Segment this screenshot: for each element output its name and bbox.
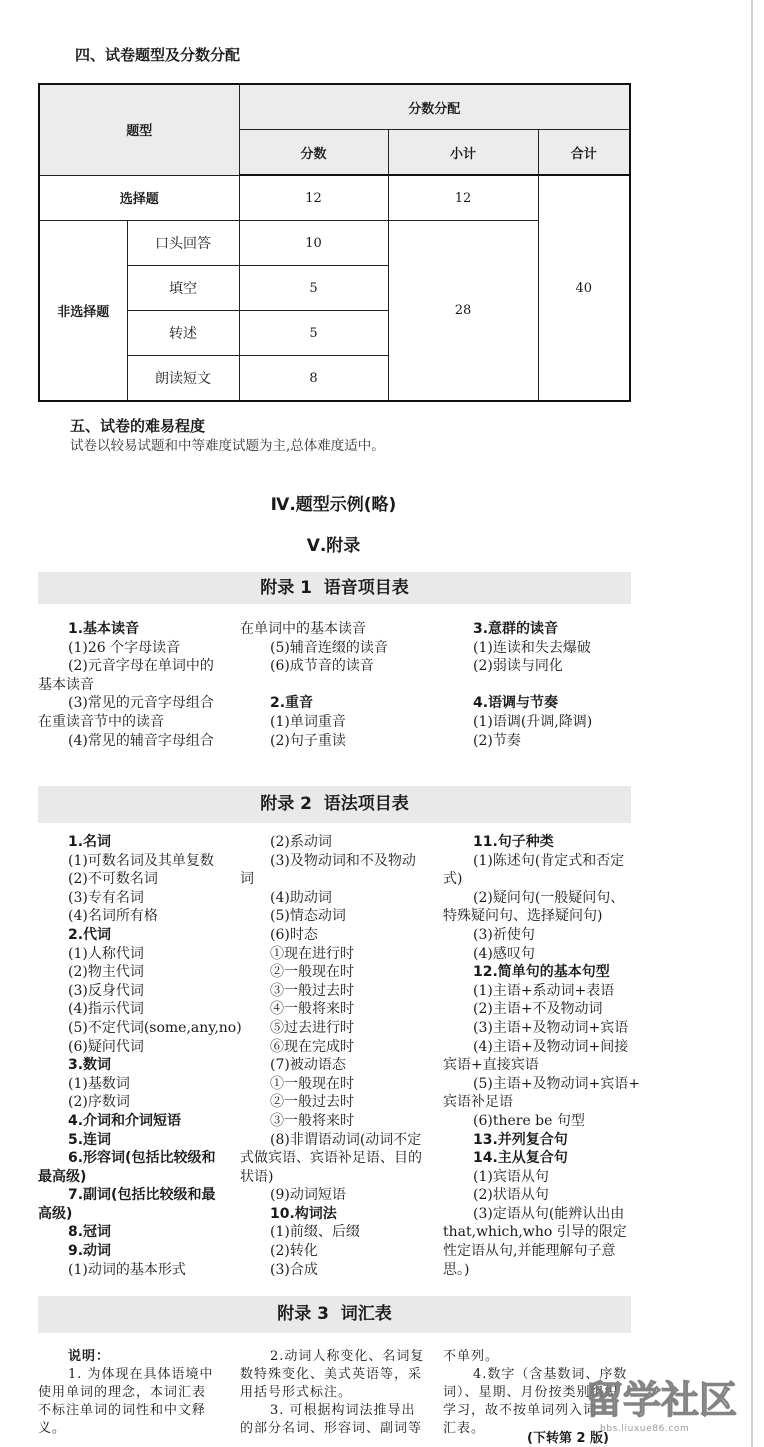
list-item-continuation: 词 [240,871,254,888]
list-item-continuation: 思。) [443,1261,470,1278]
list-item: (1)前缀、后缀 [270,1224,360,1241]
choice-label: 选择题 [39,175,239,221]
list-item: (2)序数词 [68,1094,130,1111]
score-distribution-table [38,83,631,402]
item-heading: 4.语调与节奏 [473,695,559,712]
header-score: 分数 [239,130,388,176]
list-item: (2)元音字母在单词中的 [68,658,214,675]
item-heading: 7.副词(包括比较级和最 [68,1187,216,1204]
item-heading: 9.动词 [68,1243,112,1260]
table-header-row [39,84,630,130]
table-row [39,175,630,221]
list-item-continuation: that,which,who 引导的限定 [443,1224,627,1241]
sub-type-label: 口头回答 [127,221,239,266]
sub-type-score: 10 [239,221,388,266]
list-item: 3. 可根据构词法推导出 [270,1403,416,1418]
list-item: (3)主语+及物动词+宾语 [473,1019,629,1036]
list-item: ③一般将来时 [270,1112,354,1129]
list-item: (2)主语+不及物动词 [473,1001,603,1018]
item-heading: 10.构词法 [270,1205,337,1222]
list-item: (2)物主代词 [68,964,144,981]
item-heading: 8.冠词 [68,1224,112,1241]
list-item: (1)连读和失去爆破 [473,639,591,656]
list-item: (2)不可数名词 [68,871,158,888]
list-item: (4)常见的辅音字母组合 [68,732,214,749]
section-title: 五、试卷的难易程度 [70,417,206,435]
appendix-column [38,620,230,750]
list-item: (1)单词重音 [270,713,346,730]
list-item: (3)定语从句(能辨认出由 [473,1205,625,1222]
list-item: (1)26 个字母读音 [68,639,181,656]
list-item: (6)there be 句型 [473,1112,585,1129]
list-item: (6)疑问代词 [68,1038,144,1055]
header-subtotal: 小计 [388,130,538,176]
item-heading: 2.代词 [68,926,112,943]
list-item-continuation: 状语) [240,1168,274,1185]
sub-type-label: 朗读短文 [127,356,239,402]
list-item-continuation: 宾语补足语 [443,1094,513,1111]
section-title: 四、试卷题型及分数分配 [75,46,241,64]
item-heading: 1.基本读音 [68,621,140,637]
list-item-continuation: 特殊疑问句、选择疑问句) [443,908,603,925]
list-item: (5)辅音连缀的读音 [270,639,388,656]
item-heading: 5.连词 [68,1131,112,1148]
appendix-title-bar: 附录 3 词汇表 [38,1296,631,1333]
list-item: (5)主语+及物动词+宾语+ [473,1075,641,1092]
list-item: (5)不定代词(some,any,no) [68,1019,242,1036]
list-item: (4)主语+及物动词+间接 [473,1038,629,1055]
list-item: (2)疑问句(一般疑问句、 [473,889,625,906]
list-item-continuation: 基本读音 [38,676,94,693]
list-item: (1)主语+系动词+表语 [473,982,615,999]
list-item: (2)状语从句 [473,1187,549,1204]
list-item: (6)成节音的读音 [270,658,374,675]
list-item: (1)动词的基本形式 [68,1261,186,1278]
item-heading: 3.数词 [68,1057,112,1074]
list-item: (3)合成 [270,1261,318,1278]
list-item-continuation: 词）、星期、月份按类别组织 [443,1385,619,1400]
item-heading-continuation: 高级) [38,1205,73,1222]
header-score-distribution: 分数分配 [239,84,630,130]
item-heading: 13.并列复合句 [473,1131,568,1148]
list-item-continuation: 性定语从句,并能理解句子意 [443,1243,616,1260]
part-title: Ⅳ.题型示例(略) [270,495,397,515]
list-item-continuation: 式做宾语、宾语补足语、目的 [240,1150,422,1167]
item-heading: 2.重音 [270,695,314,712]
list-item-continuation: 不标注单词的词性和中文释 [38,1403,207,1418]
appendix-column [443,833,641,1279]
list-item: (2)节奏 [473,732,521,749]
list-item: (6)时态 [270,926,318,943]
list-item: ②一般过去时 [270,1094,354,1111]
list-item: (1)可数名词及其单复数 [68,852,214,869]
item-heading: 说明： [68,1349,111,1364]
list-item: (4)助动词 [270,889,332,906]
list-item: (1)语调(升调,降调) [473,713,593,730]
list-item: ①现在进行时 [270,945,354,962]
sub-type-score: 8 [239,356,388,402]
list-item: (3)常见的元音字母组合 [68,695,214,712]
sub-type-label: 填空 [127,266,239,311]
item-heading: 6.形容词(包括比较级和 [68,1150,216,1167]
list-item-continuation: 不单列。 [443,1349,500,1364]
sub-type-score: 5 [239,266,388,311]
appendix-column [240,620,432,750]
item-heading: 3.意群的读音 [473,621,559,637]
list-item-continuation: 宾语+直接宾语 [443,1057,539,1074]
item-heading: 11.句子种类 [473,834,554,850]
list-item-continuation: 学习，故不按单词列入词 [443,1403,598,1418]
non-choice-subtotal: 28 [388,221,538,402]
list-item: (2)句子重读 [270,732,346,749]
total-score: 40 [538,175,630,401]
list-item: ③一般过去时 [270,982,354,999]
continued-note: (下转第 2 版) [527,1431,609,1446]
list-item: (3)反身代词 [68,982,144,999]
list-item: (4)名词所有格 [68,908,158,925]
part-title: Ⅴ.附录 [306,536,361,556]
item-heading-continuation: 最高级) [38,1168,87,1185]
list-item: (1)陈述句(肯定式和否定 [473,852,625,869]
watermark-logo: 留学社区 [585,1378,738,1422]
watermark-url: bbs.liuxue86.com [600,1424,690,1434]
list-item: (3)专有名词 [68,889,144,906]
list-item: ⑤过去进行时 [270,1019,354,1036]
list-item: 1. 为体现在具体语境中 [68,1367,214,1382]
list-item: (2)弱读与同化 [473,658,563,675]
item-heading: 1.名词 [68,834,112,850]
page-edge-line [751,0,753,1447]
list-item-continuation: 数特殊变化、美式英语等，采 [240,1367,423,1382]
sub-type-label: 转述 [127,311,239,356]
appendix-column [443,620,633,750]
list-item: ①一般现在时 [270,1075,354,1092]
list-item: (4)指示代词 [68,1001,144,1018]
list-item: ⑥现在完成时 [270,1038,354,1055]
header-total: 合计 [538,130,630,176]
list-item: (8)非谓语动词(动词不定 [270,1131,422,1148]
sub-type-score: 5 [239,311,388,356]
list-item-continuation: 义。 [38,1421,67,1436]
list-item: (9)动词短语 [270,1187,346,1204]
list-item: (1)人称代词 [68,945,144,962]
list-item-continuation: 在重读音节中的读音 [38,713,164,730]
list-item: (7)被动语态 [270,1057,346,1074]
list-item-continuation: 式) [443,871,463,888]
list-item: ④一般将来时 [270,1001,354,1018]
item-heading: 14.主从复合句 [473,1150,568,1167]
list-item-continuation: 在单词中的基本读音 [240,621,366,637]
choice-subtotal: 12 [388,175,538,221]
list-item: (2)转化 [270,1243,318,1260]
list-item: (5)情态动词 [270,908,346,925]
choice-score: 12 [239,175,388,221]
appendix-title-bar: 附录 1 语音项目表 [38,572,631,604]
appendix-title-bar: 附录 2 语法项目表 [38,786,631,823]
appendix-column [240,1348,432,1438]
list-item: (4)感叹句 [473,945,535,962]
list-item: 2.动词人称变化、名词复 [270,1349,425,1364]
appendix-column [38,833,242,1279]
item-heading: 12.简单句的基本句型 [473,964,610,981]
list-item: (1)宾语从句 [473,1168,549,1185]
list-item: (1)基数词 [68,1075,130,1092]
section-paragraph: 试卷以较易试题和中等难度试题为主,总体难度适中。 [70,438,385,454]
appendix-column [38,1348,230,1438]
list-item: (3)祈使句 [473,926,535,943]
list-item-continuation: 用括号形式标注。 [240,1385,353,1400]
list-item-continuation: 使用单词的理念，本词汇表 [38,1385,207,1400]
header-question-type: 题型 [39,84,239,175]
non-choice-label: 非选择题 [39,221,127,402]
list-item-continuation: 的部分名词、形容词、副词等 [240,1421,423,1436]
list-item: 4.数字（含基数词、序数 [473,1367,628,1382]
appendix-column [240,833,432,1279]
item-heading: 4.介词和介词短语 [68,1112,182,1129]
list-item: (3)及物动词和不及物动 [270,852,416,869]
list-item: (2)系动词 [270,834,332,850]
list-item-continuation: 汇表。 [443,1421,486,1436]
list-item: ②一般现在时 [270,964,354,981]
